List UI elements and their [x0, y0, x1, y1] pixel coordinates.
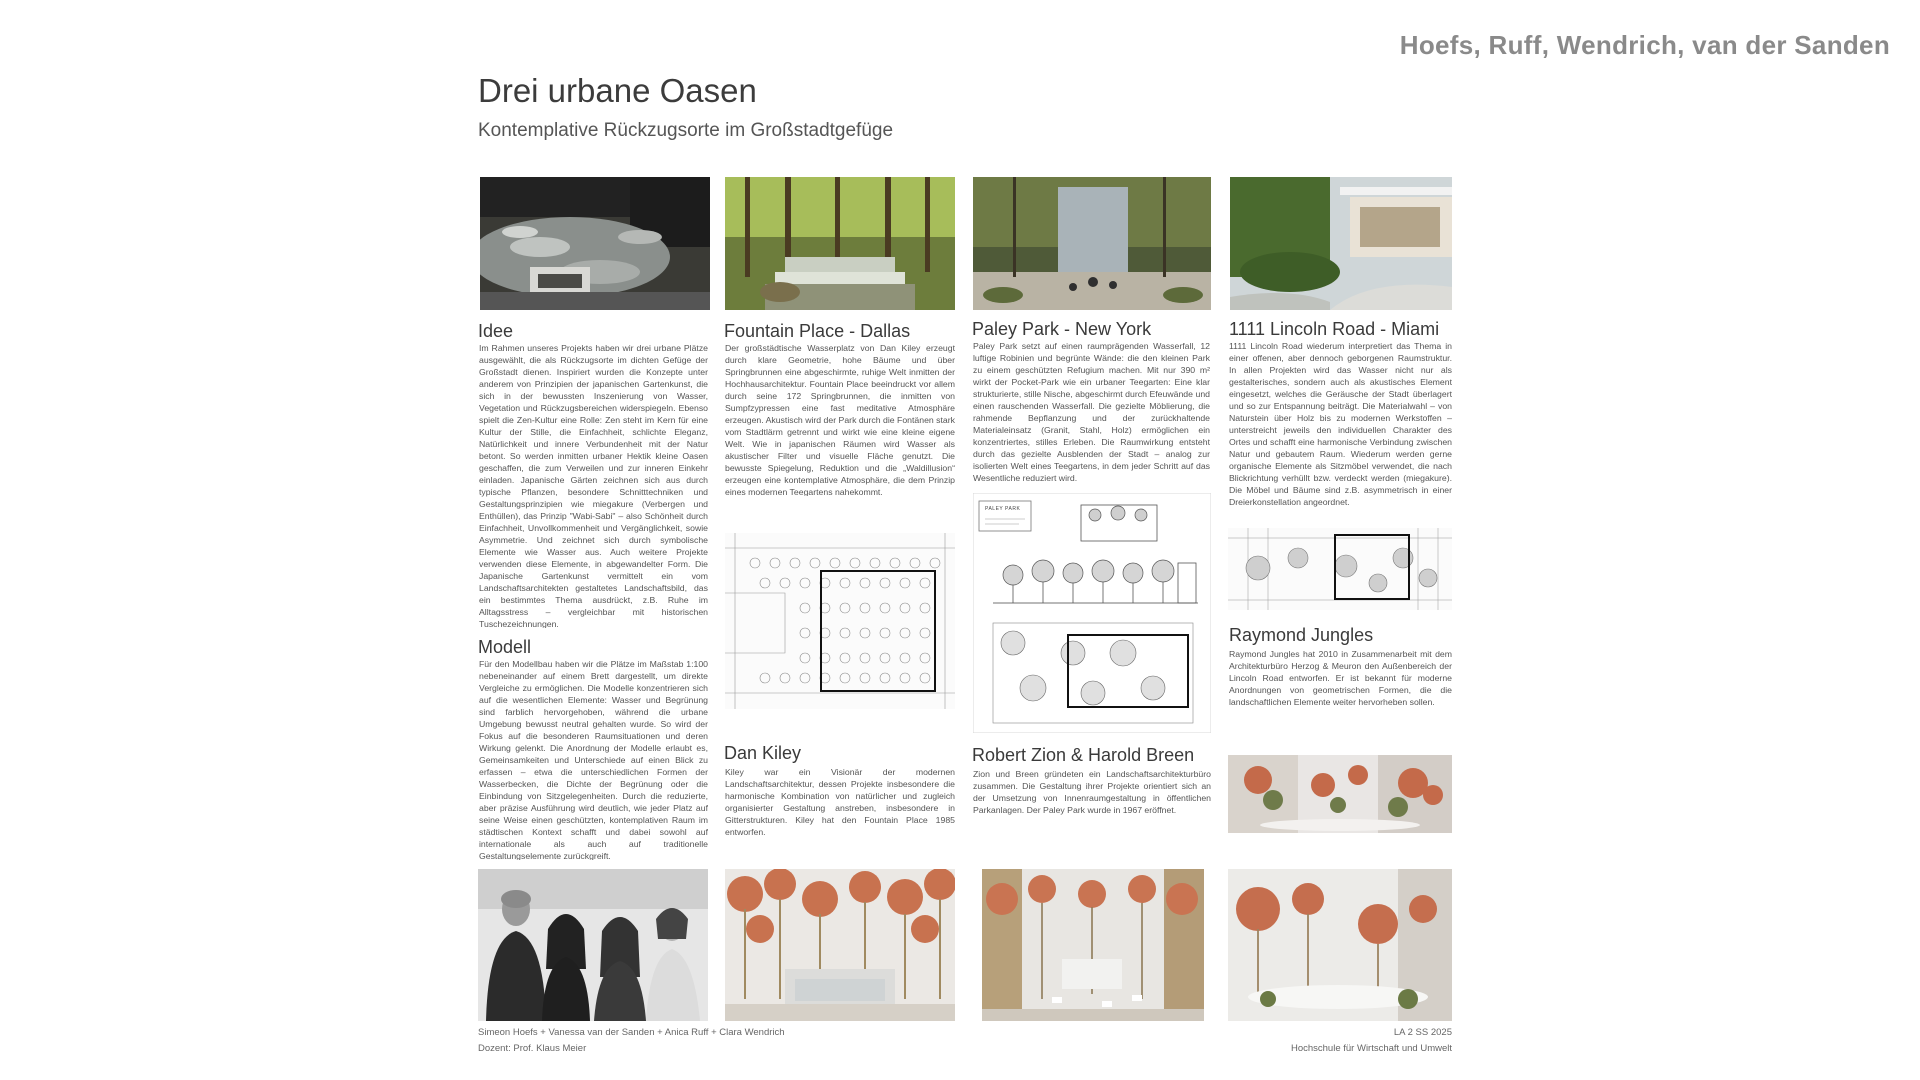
section-text-lincoln: 1111 Lincoln Road wiederum interpretiert das Thema in einer offenen, aber dennoch geborgenen Raumstruktur. In allen Projekten wird das Wasser nicht nur als gestalterisches, sondern auch als akustisches Element eingesetzt, welches die Geräusche der Stadt überlagert und so zur Entspannung beiträgt. Die Materialwahl – von Naturstein über Holz bis zu modernen Werkstoffen – unterstreicht jeweils den individuellen Charakter des Ortes und schafft eine harmonische Verbindung zwischen Natur und gebautem Raum. Wiederum werden gerne organische Elemente als Sitzmöbel verwendet, die nach Blickrichtung verhüllt bzw. verdeckt werden (miegakure). Die Möbel und Bäume sind z.B. asymmetrisch in einer Dreierkonstellation angeordnet. — [1229, 341, 1452, 507]
footer-course: LA 2 SS 2025 — [1393, 1027, 1452, 1038]
photo-model-lincoln — [1228, 755, 1452, 833]
fountain-place-plan — [725, 533, 955, 709]
section-title-paley: Paley Park - New York — [972, 319, 1152, 339]
photo-model-paley — [982, 869, 1204, 1021]
photo-model-fountain — [725, 869, 955, 1021]
section-text-kiley: Kiley war ein Visionär der modernen Landschaftsarchitektur, dessen Projekte insbesondere die harmonische Kombination von natürlicher und zugleich organisierter Gestaltung anstreben, insbesondere in Gitterstrukturen. Kiley hat den Fountain Place 1985 entworfen. — [725, 767, 955, 837]
section-title-fountain: Fountain Place - Dallas — [724, 321, 911, 341]
authors: Hoefs, Ruff, Wendrich, van der Sanden — [1399, 30, 1890, 60]
section-title-modell: Modell — [478, 637, 532, 657]
section-text-idee: Im Rahmen unseres Projekts haben wir drei urbane Plätze ausgewählt, die als Rückzugsorte im dichten Gefüge der Großstadt dienen. Inspiriert wurden die Konzepte unter anderem von Prinzipien der japanischen Gartenkunst, die sich in der bewussten Inszenierung von Wasser, Vegetation und Rückzugsbereichen widerspiegeln. Ebenso spielt die Zen-Kultur eine Rolle: Zen steht im Kern für eine Kultur der Stille, die Einfachheit, schlichte Eleganz, Natürlichkeit und innere Verbundenheit mit der Natur betont. So werden inmitten urbaner Hektik kleine Oasen geschaffen, die zum Verweilen und zur inneren Einkehr einladen. Japanische Gärten zeichnen sich aus durch typische Pflanzen, besondere Schnitttechniken und Gestaltungsprinzipien wie miegakure (Verbergen und Enthüllen), das Prinzip "Wabi-Sabi" – also Schönheit durch Einfachheit, Unvollkommenheit und Vergänglichkeit, sowie Asymmetrie. Und zeichnet sich durch symbolische Elemente wie Wasser aus. Auch weitere Projekte verwenden diese Elemente, in abgewandelter Form. Die Japanische Gartenkunst vermittelt ein vom Landschaftsarchitekten gestaltetes Landschaftsbild, das ein bestimmtes Thema ausdrückt, z.B. Ruhe im Alltagsstress – vergleichbar mit historischen Tuschezeichnungen. — [479, 343, 708, 628]
footer-lecturer: Dozent: Prof. Klaus Meier — [478, 1043, 587, 1054]
section-text-fountain: Der großstädtische Wasserplatz von Dan Kiley erzeugt durch klare Geometrie, hohe Bäume und über Springbrunnen eine abgeschirmte, ruhige Welt inmitten der Hochhausarchitektur. Fountain Place beeindruckt vor allem durch seine 172 Springbrunnen, die inmitten von Sumpfzypressen eine fast meditative Atmosphäre erzeugen. Akustisch wird der Park durch die Fontänen stark vom Stadtlärm getrennt und wirkt wie eine kleine eigene Welt. Wie in japanischen Räumen wird Wasser als akustischer Filter und visuelle Fläche genutzt. Die bewusste Spiegelung, Reduktion und die „Waldillusion“ erzeugen eine kontemplative Atmosphäre, die dem Prinzip eines modernen Teegartens nahekommt. — [725, 343, 955, 496]
section-text-modell: Für den Modellbau haben wir die Plätze im Maßstab 1:100 nebeneinander auf einem Brett dargestellt, um direkte Vergleiche zu ermöglichen. Die Modelle konzentrieren sich auf die wesentlichen Elemente: Wasser und Begrünung sind farblich hervorgehoben, während die urbane Umgebung bewusst neutral gehalten wurde. So wird der Fokus auf die besonderen Raumsituationen und deren Wirkung gelenkt. Die Anordnung der Modelle erlaubt es, Gemeinsamkeiten und Unterschiede auf einen Blick zu erfassen – etwa die unterschiedlichen Formen der Wasserbecken, die Dichte der Begrünung oder die Einbindung von Sitzgelegenheiten. Durch die reduzierte, aber präzise Ausführung wird deutlich, wie jeder Platz auf seine Weise einen geschützten, kontemplativen Raum im städtischen Kontext schafft und dabei sowohl auf internationale als auch auf traditionelle Gestaltungselemente zurückgreift. — [479, 659, 708, 860]
lincoln-road-plan — [1228, 528, 1452, 610]
section-title-zion: Robert Zion & Harold Breen — [972, 745, 1195, 765]
section-text-paley: Paley Park setzt auf einen raumprägenden Wasserfall, 12 luftige Robinien und begrünte Wände: die den kleinen Park zu einem geschützten Refugium machen. Mit nur 390 m² wirkt der Pocket-Park wie ein urbaner Teegarten: Eine klar strukturierte, stille Nische, abgeschirmt durch Efeuwände und einen rauschenden Wasserfall. Die gezielte Möblierung, die rahmende Bepflanzung und der zurückhaltende Materialeinsatz (Granit, Stahl, Holz) ermöglichen ein konzentriertes, stilles Erleben. Die Raumwirkung entsteht durch das gezielte Ausblenden der Stadt – analog zur isolierten Welt eines Teegartens, in dem jeder Schritt auf das Wesentliche reduziert wird. — [973, 341, 1210, 483]
section-title-jungles: Raymond Jungles — [1229, 625, 1374, 645]
footer-school: Hochschule für Wirtschaft und Umwelt — [1290, 1043, 1452, 1054]
footer-names: Simeon Hoefs + Vanessa van der Sanden + Anica Ruff + Clara Wendrich — [478, 1027, 785, 1038]
section-text-jungles: Raymond Jungles hat 2010 in Zusammenarbeit mit dem Architekturbüro Herzog & Meuron den Außenbereich der Lincoln Road entworfen. Er ist bekannt für moderne Anordnungen von geometrischen Formen, die die landschaftlichen Elemente weiter hervorheben sollen. — [1229, 649, 1452, 707]
photo-lincoln-road — [1230, 177, 1452, 310]
section-title-kiley: Dan Kiley — [724, 743, 802, 763]
section-text-zion: Zion und Breen gründeten ein Landschaftsarchitekturbüro zusammen. Die Gestaltung ihrer Projekte orientiert sich an der Umsetzung von Innenraumgestaltung in öffentlichen Parkanlagen. Der Paley Park wurde in 1967 eröffnet. — [973, 769, 1211, 815]
paley-park-drawings — [973, 493, 1211, 733]
section-title-lincoln: 1111 Lincoln Road - Miami — [1229, 319, 1440, 339]
photo-water-garden — [480, 177, 710, 310]
paley-sign-title: PALEY PARK — [985, 506, 1021, 512]
photo-fountain-place — [725, 177, 955, 310]
section-title-idee: Idee — [478, 321, 514, 341]
photo-team — [478, 869, 708, 1021]
poster-subtitle: Kontemplative Rückzugsorte im Großstadtgefüge — [478, 120, 894, 141]
poster-title: Drei urbane Oasen — [478, 72, 757, 109]
photo-model-lincoln-detail — [1228, 869, 1452, 1021]
photo-paley-park — [973, 177, 1211, 310]
